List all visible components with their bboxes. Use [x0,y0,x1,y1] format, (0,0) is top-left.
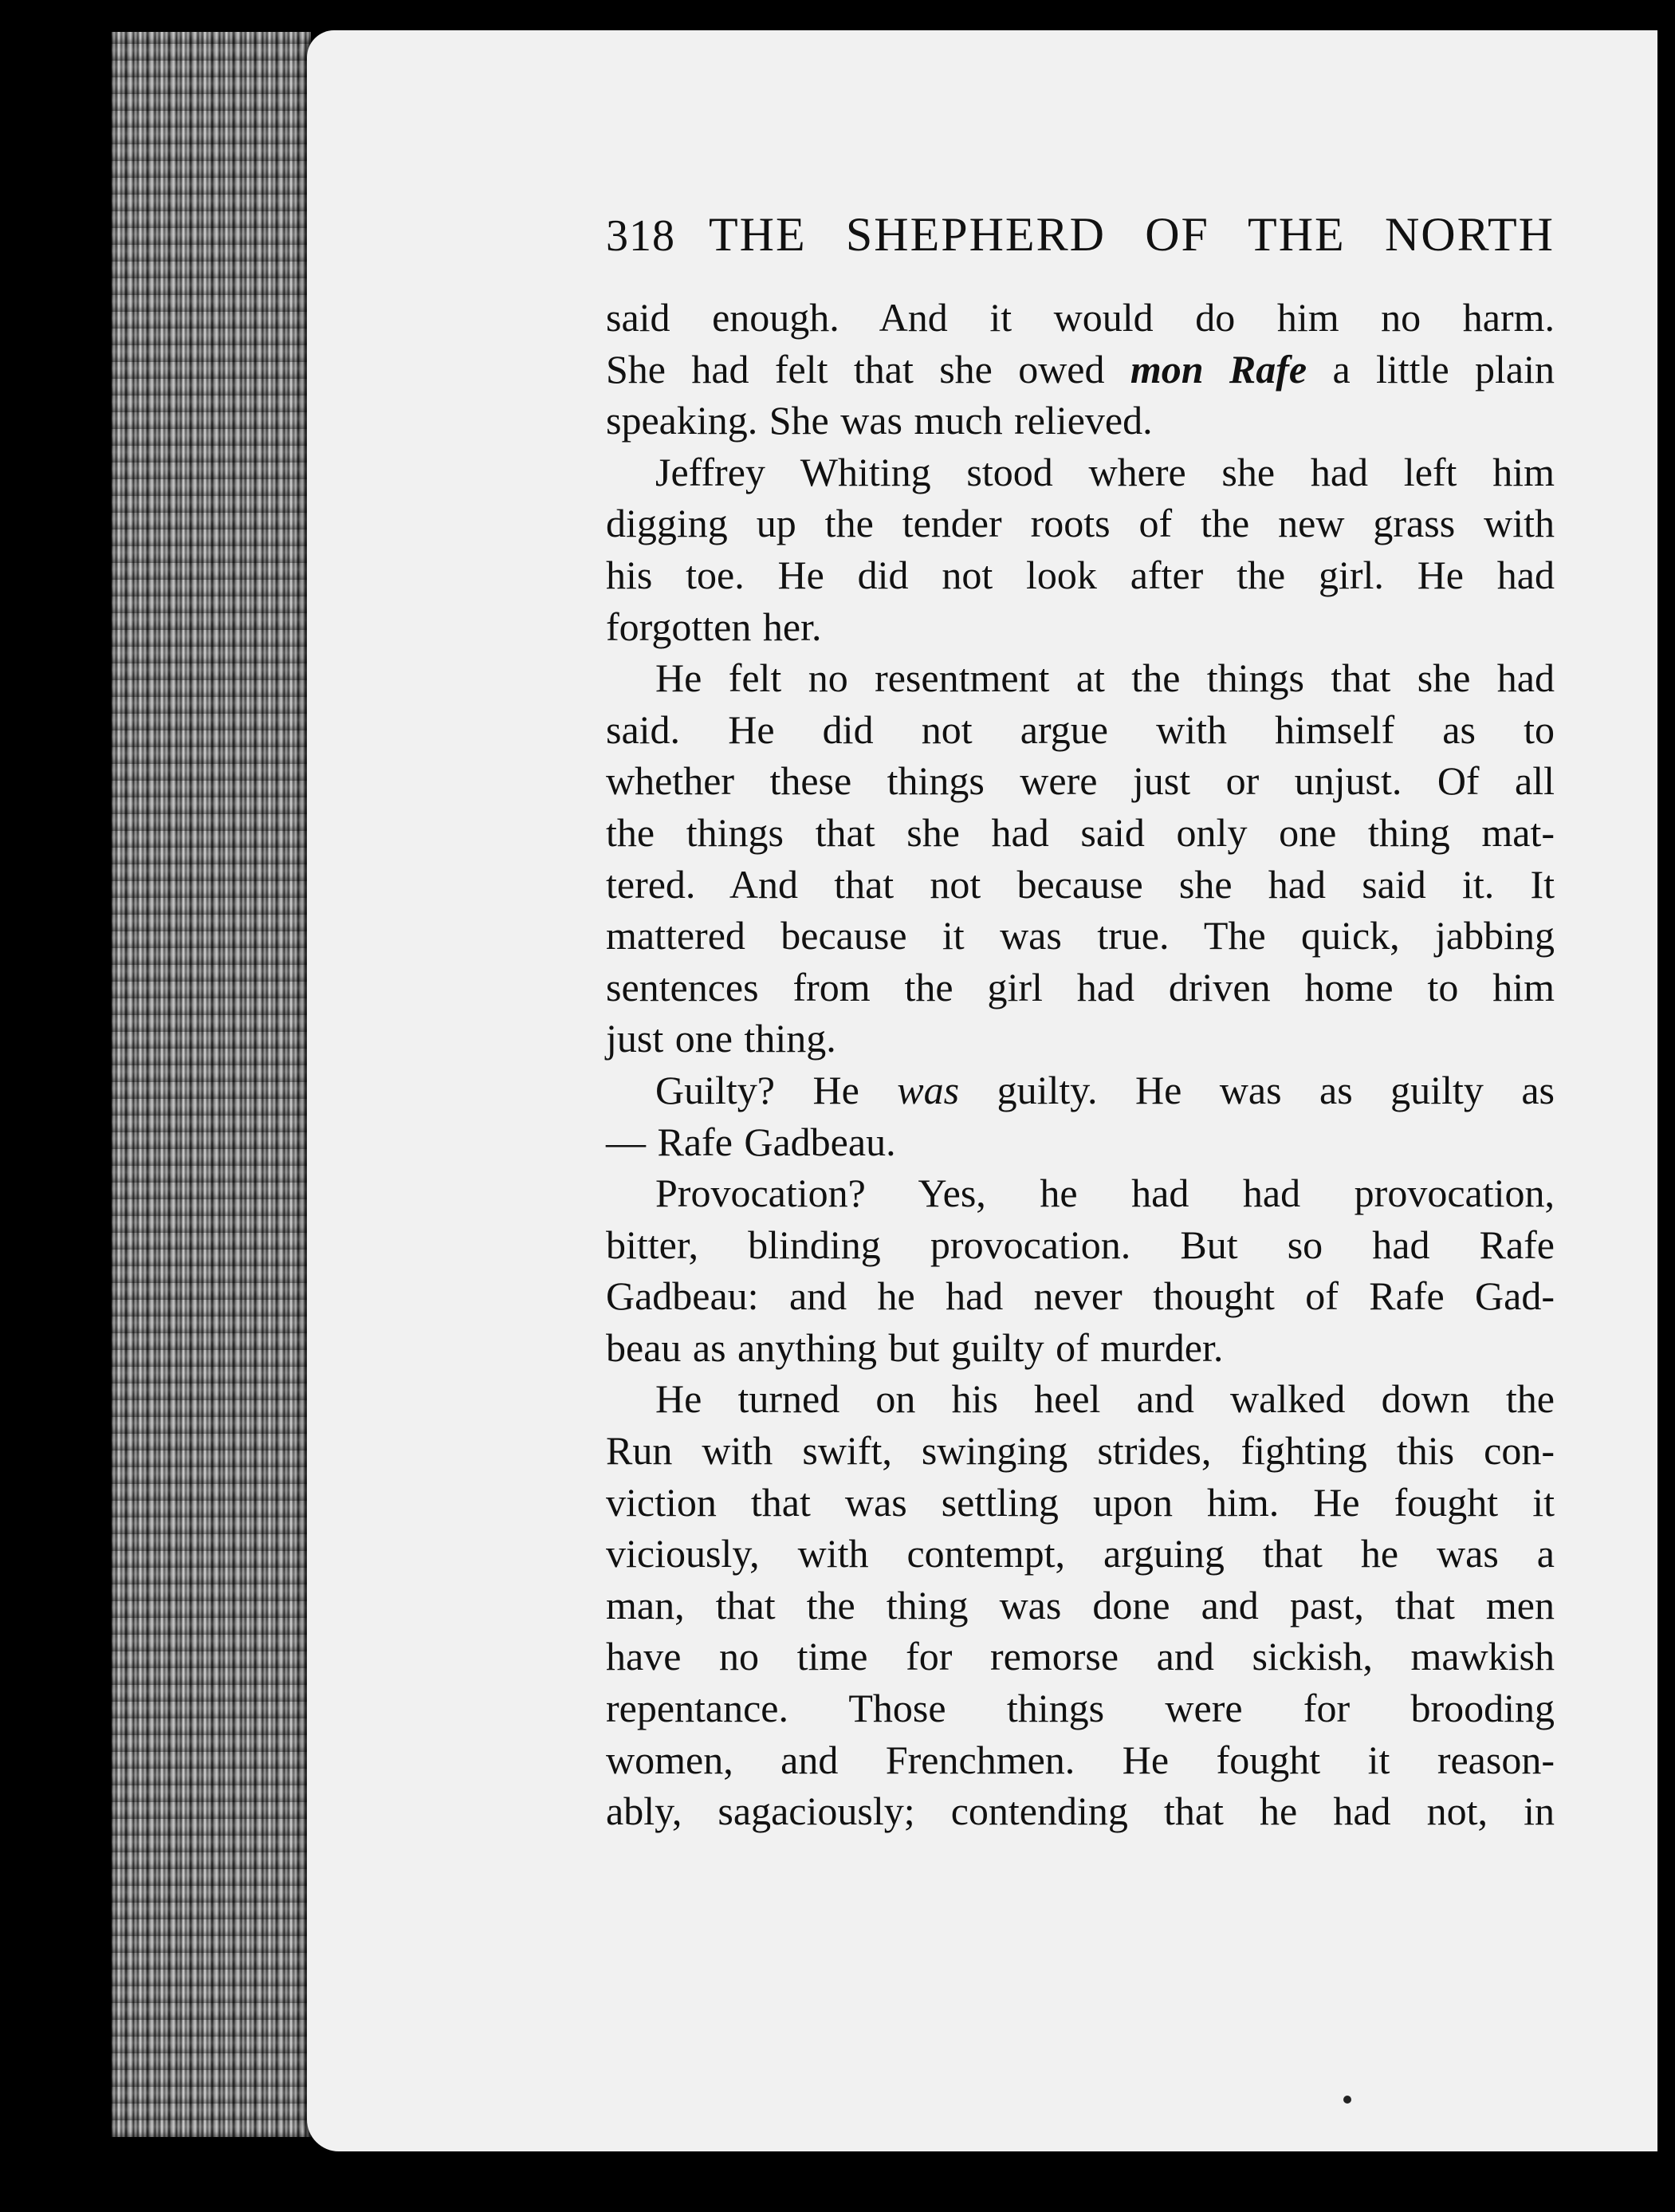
text-line [606,1683,1555,1734]
line-text: forgotten her. [606,604,822,649]
line-text: Provocation? Yes, he had had provocation, [655,1171,1555,1216]
text-line [606,1116,1555,1168]
line-text: digging up the tender roots of the new grass with [606,501,1555,546]
text-line [606,344,1555,396]
text-line [606,1477,1555,1529]
line-text: He felt no resentment at the things that she had [655,655,1555,701]
line-text: man, that the thing was done and past, that men [606,1582,1555,1628]
text-line [606,447,1555,498]
line-text: She had felt that she owed [606,346,1130,392]
line-text: viction that was settling upon him. He fought it [606,1479,1555,1525]
text-line [606,498,1555,549]
line-text: Run with swift, swinging strides, fighting this con- [606,1428,1555,1474]
line-text: repentance. Those things were for brooding [606,1686,1555,1731]
line-text: sentences from the girl had driven home to him [606,964,1555,1010]
line-text: ably, sagaciously; contending that he had not, in [606,1789,1555,1834]
line-text: women, and Frenchmen. He fought it reason- [606,1737,1555,1782]
line-text: said. He did not argue with himself as to [606,707,1555,752]
line-text: beau as anything but guilty of murder. [606,1324,1224,1370]
line-text: — Rafe Gadbeau. [606,1119,896,1164]
line-text: mattered because it was true. The quick, jabbing [606,913,1555,958]
text-line [606,549,1555,601]
text-line [606,1219,1555,1271]
line-text: whether these things were just or unjust. Of all [606,758,1555,804]
ink-speck [1343,2096,1351,2104]
italic-phrase: mon Rafe [1130,346,1307,392]
page-number: 318 [606,211,675,261]
text-line [606,1425,1555,1477]
page-edges [112,32,311,2137]
italic-word: was [897,1067,960,1112]
line-text: a little plain [1307,346,1555,392]
text-line [606,1734,1555,1786]
text-line [606,1580,1555,1631]
text-line [606,395,1555,447]
line-text: have no time for remorse and sickish, mawkish [606,1634,1555,1679]
line-text: the things that she had said only one thing mat- [606,809,1555,855]
line-text: speaking. She was much relieved. [606,398,1153,443]
line-text: just one thing. [606,1016,836,1061]
line-text: bitter, blinding provocation. But so had Rafe [606,1222,1555,1267]
line-text: guilty. He was as guilty as [959,1067,1555,1112]
line-text: tered. And that not because she had said it. It [606,861,1555,907]
text-line [606,292,1555,344]
scan-border [1657,0,1675,2212]
text-line [606,1373,1555,1425]
text-line [606,1167,1555,1219]
line-text: said enough. And it would do him no harm. [606,295,1555,340]
text-line [606,755,1555,807]
text-line [606,1322,1555,1374]
text-line [606,1065,1555,1116]
text-line [606,859,1555,911]
text-line [606,1270,1555,1322]
text-line [606,704,1555,756]
text-block [606,207,1555,1837]
line-text: Gadbeau: and he had never thought of Rafe Gad- [606,1273,1555,1319]
line-text: Guilty? He [655,1067,898,1112]
line-text: viciously, with contempt, arguing that he was a [606,1531,1555,1576]
text-line [606,962,1555,1014]
text-line [606,1785,1555,1837]
running-head [606,207,1555,271]
text-line [606,807,1555,859]
line-text: Jeffrey Whiting stood where she had left him [655,449,1555,494]
line-text: He turned on his heel and walked down the [655,1376,1555,1422]
text-line [606,1528,1555,1580]
running-title: THE SHEPHERD OF THE NORTH [709,208,1555,261]
text-line [606,1013,1555,1065]
text-line [606,1631,1555,1683]
text-line [606,601,1555,653]
text-line [606,910,1555,962]
text-line [606,652,1555,704]
line-text: his toe. He did not look after the girl. He had [606,552,1555,597]
